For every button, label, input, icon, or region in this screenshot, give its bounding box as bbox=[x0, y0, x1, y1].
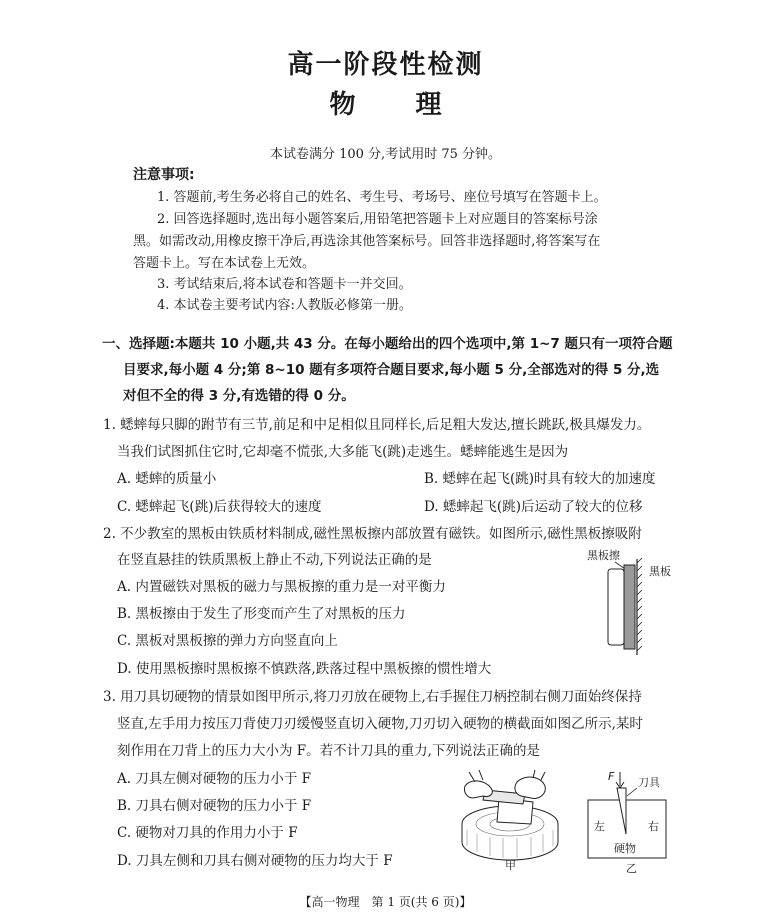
q3-option-b: B. 刀具右侧对硬物的压力小于 F bbox=[117, 798, 312, 814]
section-line-3: 对但不全的得 3 分,有选错的得 0 分。 bbox=[123, 388, 355, 404]
left-label: 左 bbox=[594, 820, 605, 833]
q1-option-c: C. 蟋蟀起飞(跳)后获得较大的速度 bbox=[117, 499, 322, 515]
q1-option-a: A. 蟋蟀的质量小 bbox=[117, 471, 217, 487]
q3-stem-line-2: 竖直,左手用力按压刀背使刀刃缓慢竖直切入硬物,刀刃切入硬物的横截面如图乙所示,某时 bbox=[117, 716, 643, 732]
q2-option-b: B. 黑板擦由于发生了形变而产生了对黑板的压力 bbox=[117, 606, 406, 622]
q1-option-d: D. 蟋蟀起飞(跳)后运动了较大的位移 bbox=[424, 499, 643, 515]
q2-stem-line-1: 2. 不少教室的黑板由铁质材料制成,磁性黑板擦内部放置有磁铁。如图所示,磁性黑板擦吸附 bbox=[103, 526, 642, 542]
q1-option-b: B. 蟋蟀在起飞(跳)时具有较大的加速度 bbox=[424, 471, 656, 487]
q2-stem-line-2: 在竖直悬挂的铁质黑板上静止不动,下列说法正确的是 bbox=[117, 552, 432, 568]
figure-jia-label: 甲 bbox=[505, 859, 516, 872]
subject-char-1: 物 bbox=[329, 90, 356, 120]
q3-stem-line-3: 刻作用在刀背上的压力大小为 F。若不计刀具的重力,下列说法正确的是 bbox=[117, 743, 540, 759]
section-line-1: 一、选择题:本题共 10 小题,共 43 分。在每小题给出的四个选项中,第 1~7 题只有一项符合题 bbox=[102, 336, 673, 352]
q2-option-d: D. 使用黑板擦时黑板擦不慎跌落,跌落过程中黑板擦的惯性增大 bbox=[117, 661, 492, 677]
q1-stem-line-1: 1. 蟋蟀每只脚的跗节有三节,前足和中足相似且同样长,后足粗大发达,擅长跳跃,极具爆发力。 bbox=[103, 417, 651, 433]
notice-line-3: 黑。如需改动,用橡皮擦干净后,再选涂其他答案标号。回答非选择题时,将答案写在 bbox=[133, 234, 601, 249]
notice-line-2: 2. 回答选择题时,选出每小题答案后,用铅笔把答题卡上对应题目的答案标号涂 bbox=[157, 212, 598, 227]
q3-figure-yi bbox=[580, 768, 680, 878]
notice-line-4: 答题卡上。写在本试卷上无效。 bbox=[133, 256, 316, 271]
figure-yi-label: 乙 bbox=[626, 862, 637, 875]
page-footer: 【高一物理 第 1 页(共 6 页)】 bbox=[299, 895, 472, 909]
notice-line-5: 3. 考试结束后,将本试卷和答题卡一并交回。 bbox=[157, 277, 412, 292]
q3-option-c: C. 硬物对刀具的作用力小于 F bbox=[117, 825, 298, 841]
q1-stem-line-2: 当我们试图抓住它时,它却毫不慌张,大多能飞(跳)走逃生。蟋蟀能逃生是因为 bbox=[117, 444, 569, 460]
notice-line-6: 4. 本试卷主要考试内容:人教版必修第一册。 bbox=[157, 298, 412, 313]
force-label: F bbox=[608, 770, 615, 783]
q3-stem-line-1: 3. 用刀具切硬物的情景如图甲所示,将刀刃放在硬物上,右手握住刀柄控制右侧刀面始终保持 bbox=[103, 689, 642, 705]
tool-label: 刀具 bbox=[638, 776, 660, 789]
subject-char-2: 理 bbox=[415, 90, 442, 120]
page-title: 高一阶段性检测 bbox=[287, 50, 484, 80]
q3-option-a: A. 刀具左侧对硬物的压力小于 F bbox=[117, 771, 311, 787]
q3-figure-jia bbox=[455, 768, 565, 873]
notice-heading: 注意事项: bbox=[133, 167, 195, 183]
subject-title bbox=[0, 84, 771, 121]
eraser-label: 黑板擦 bbox=[587, 549, 620, 562]
q2-eraser-figure bbox=[575, 545, 685, 660]
section-line-2: 目要求,每小题 4 分;第 8~10 题有多项符合题目要求,每小题 5 分,全部选对的得 5 分,选 bbox=[123, 362, 660, 378]
notice-line-1: 1. 答题前,考生务必将自己的姓名、考生号、考场号、座位号填写在答题卡上。 bbox=[157, 190, 607, 205]
object-label: 硬物 bbox=[614, 842, 636, 855]
q2-option-c: C. 黑板对黑板擦的弹力方向竖直向上 bbox=[117, 633, 338, 649]
q2-option-a: A. 内置磁铁对黑板的磁力与黑板擦的重力是一对平衡力 bbox=[117, 579, 446, 595]
right-label: 右 bbox=[648, 820, 659, 833]
board-label: 黑板 bbox=[649, 565, 671, 578]
exam-info: 本试卷满分 100 分,考试用时 75 分钟。 bbox=[269, 147, 502, 162]
q3-option-d: D. 刀具左侧和刀具右侧对硬物的压力均大于 F bbox=[117, 853, 393, 869]
